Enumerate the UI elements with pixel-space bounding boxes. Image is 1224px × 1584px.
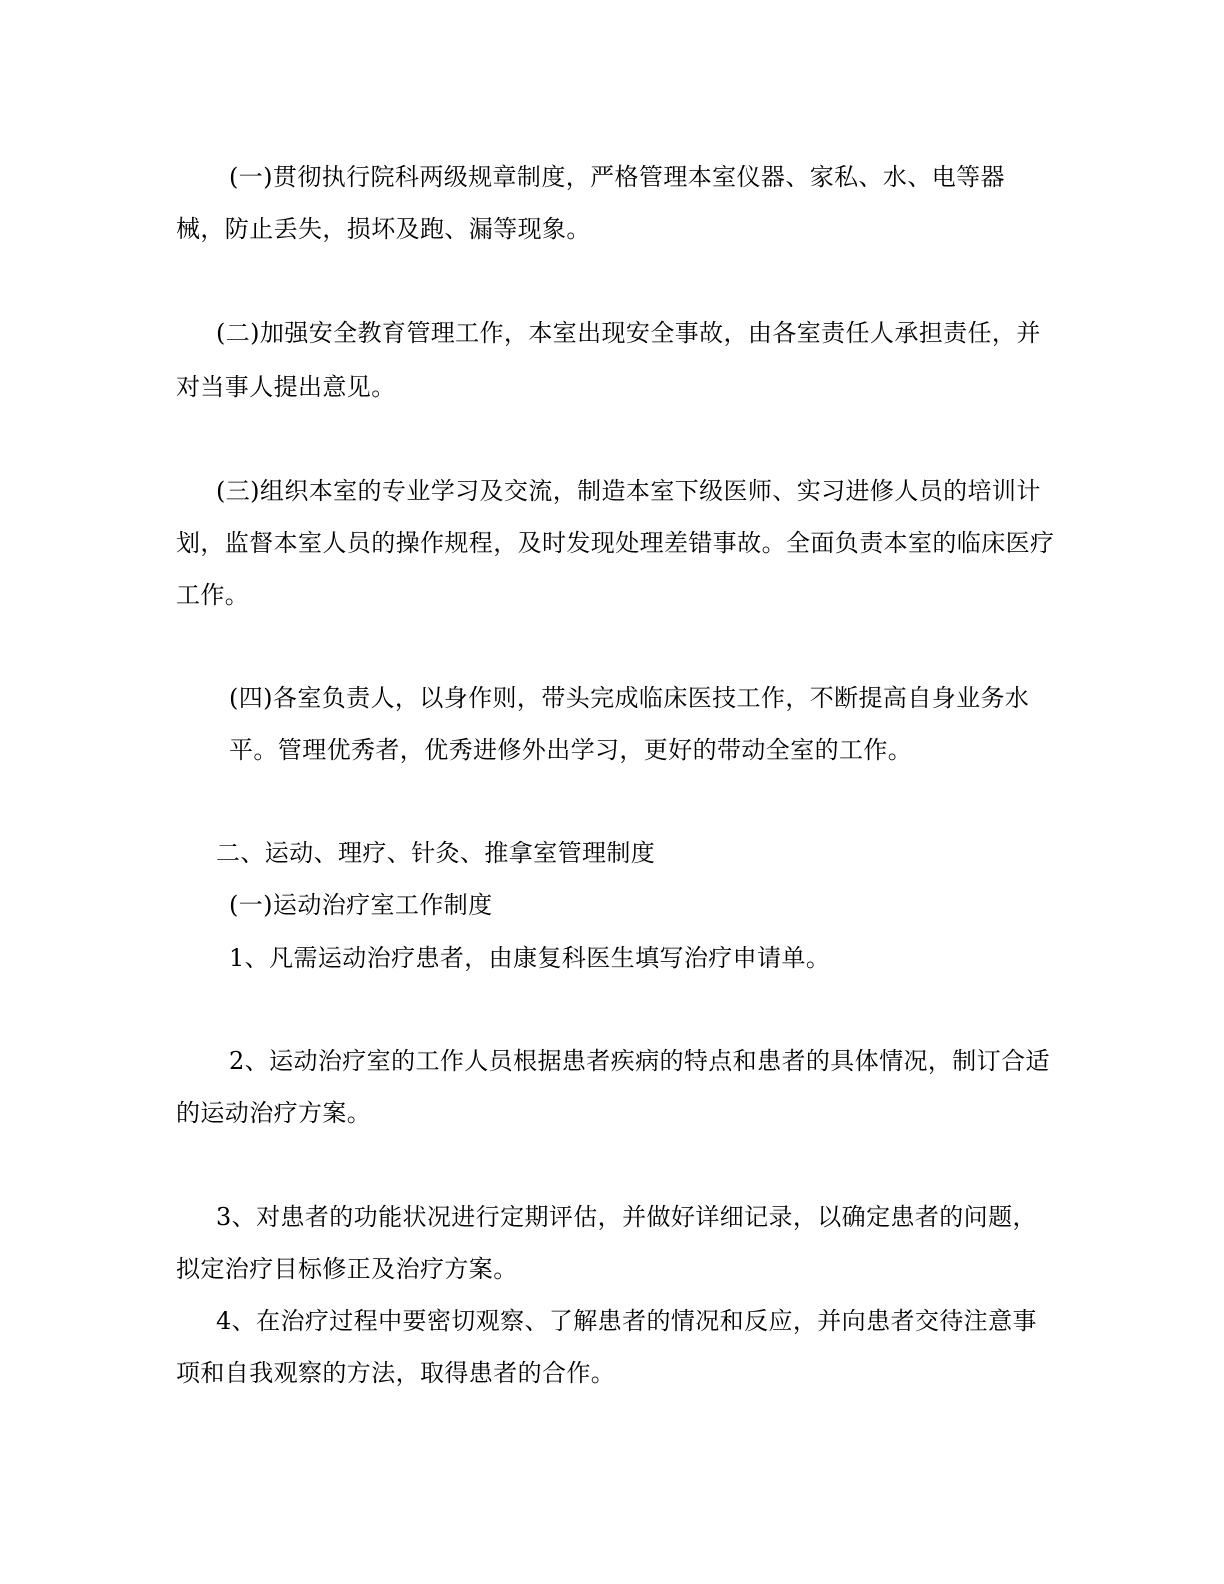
text-line: 对当事人提出意见。: [176, 373, 396, 401]
section-heading: 二、运动、理疗、针灸、推拿室管理制度: [216, 839, 656, 867]
text-line: 拟定治疗目标修正及治疗方案。: [176, 1255, 518, 1283]
text-line: (二)加强安全教育管理工作，本室出现安全事故，由各室责任人承担责任，并: [216, 319, 1041, 347]
text-line: 工作。: [176, 581, 250, 609]
text-line: 2、运动治疗室的工作人员根据患者疾病的特点和患者的具体情况，制订合适: [229, 1047, 1050, 1075]
text-line: 4、在治疗过程中要密切观察、了解患者的情况和反应，并向患者交待注意事: [216, 1307, 1037, 1335]
text-line: 的运动治疗方案。: [176, 1099, 372, 1127]
text-line: 3、对患者的功能状况进行定期评估，并做好详细记录，以确定患者的问题，: [216, 1203, 1037, 1231]
text-line: 械，防止丢失，损坏及跑、漏等现象。: [176, 215, 591, 243]
text-line: 平。管理优秀者，优秀进修外出学习，更好的带动全室的工作。: [229, 736, 913, 764]
text-line: (三)组织本室的专业学习及交流，制造本室下级医师、实习进修人员的培训计: [216, 477, 1041, 505]
text-line: (一)贯彻执行院科两级规章制度，严格管理本室仪器、家私、水、电等器: [229, 163, 1005, 191]
subsection-heading: (一)运动治疗室工作制度: [229, 891, 493, 919]
text-line: (四)各室负责人，以身作则，带头完成临床医技工作，不断提高自身业务水: [229, 684, 1030, 712]
text-line: 项和自我观察的方法，取得患者的合作。: [176, 1359, 616, 1387]
text-line: 1、凡需运动治疗患者，由康复科医生填写治疗申请单。: [229, 944, 831, 972]
text-line: 划，监督本室人员的操作规程，及时发现处理差错事故。全面负责本室的临床医疗: [176, 529, 1055, 557]
